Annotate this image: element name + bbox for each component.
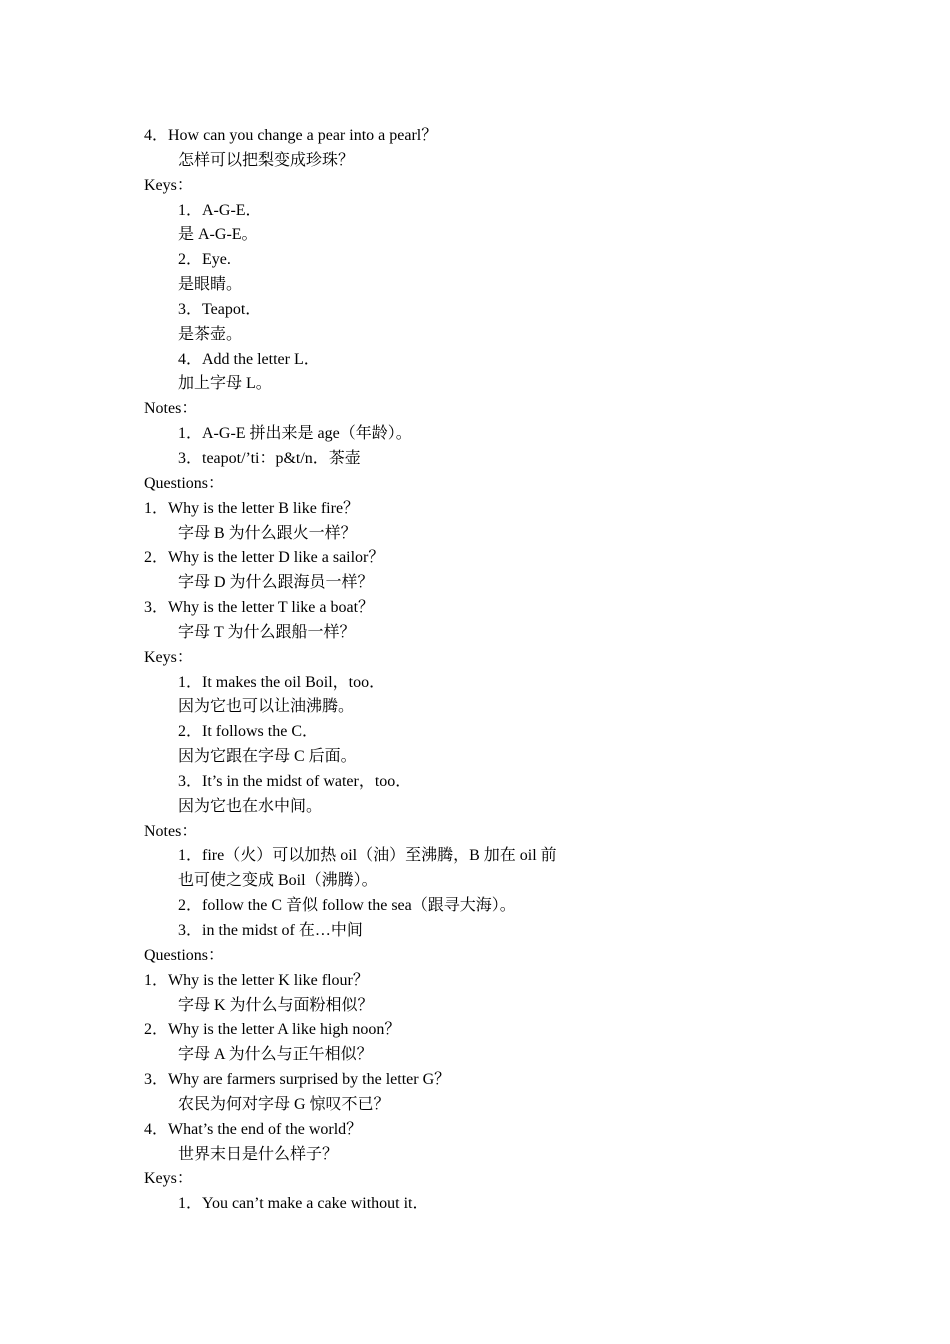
- text-line: 3．It’s in the midst of water，too．: [178, 772, 412, 790]
- text-line: 2．Why is the letter A like high noon？: [144, 1021, 401, 1039]
- text-line: Questions：: [144, 474, 225, 492]
- text-line: 1．Why is the letter K like flour？: [144, 971, 369, 989]
- text-line: 农民为何对字母 G 惊叹不已？: [178, 1095, 390, 1113]
- text-line: 4．What’s the end of the world？: [144, 1120, 363, 1138]
- text-line: 2．follow the C 音似 follow the sea（跟寻大海）。: [178, 897, 516, 915]
- text-line: 是茶壶。: [178, 325, 243, 343]
- text-line: 3．Why is the letter T like a boat？: [144, 599, 375, 617]
- text-line: Keys：: [144, 176, 193, 194]
- text-line: 是眼睛。: [178, 276, 243, 294]
- text-line: 4．Add the letter L．: [178, 350, 320, 368]
- text-line: 加上字母 L。: [178, 375, 272, 393]
- text-line: 1．A-G-E．: [178, 201, 262, 219]
- text-line: 1．Why is the letter B like fire？: [144, 499, 360, 517]
- text-line: 也可使之变成 Boil（沸腾）。: [178, 872, 378, 890]
- text-line: 2．Why is the letter D like a sailor？: [144, 549, 385, 567]
- text-line: 3．Teapot．: [178, 300, 262, 318]
- text-line: 3．teapot/’ti：p&t/n．茶壶: [178, 449, 361, 467]
- text-line: 2．Eye.: [178, 251, 231, 269]
- text-line: Notes：: [144, 822, 198, 840]
- text-line: 字母 A 为什么与正午相似？: [178, 1046, 373, 1064]
- text-line: 3．in the midst of 在…中间: [178, 922, 363, 939]
- text-line: 怎样可以把梨变成珍珠？: [178, 151, 355, 169]
- text-line: 2．It follows the C．: [178, 723, 318, 741]
- text-line: 是 A-G-E。: [178, 226, 258, 244]
- text-line: 世界末日是什么样子？: [178, 1145, 339, 1163]
- text-line: 字母 K 为什么与面粉相似？: [178, 996, 374, 1014]
- text-line: Keys：: [144, 1170, 193, 1188]
- text-line: 字母 B 为什么跟火一样？: [178, 524, 357, 542]
- text-line: 1．It makes the oil Boil，too．: [178, 673, 386, 691]
- text-line: 因为它也可以让油沸腾。: [178, 698, 355, 716]
- document-body: [144, 124, 804, 1217]
- text-line: Notes：: [144, 400, 198, 418]
- text-line: 字母 D 为什么跟海员一样？: [178, 574, 374, 592]
- text-line: 4．How can you change a pear into a pearl？: [144, 127, 438, 144]
- text-line: 字母 T 为什么跟船一样？: [178, 623, 356, 641]
- text-line: Keys：: [144, 648, 193, 666]
- text-line: Questions：: [144, 946, 225, 964]
- text-line: 3．Why are farmers surprised by the letter G？: [144, 1071, 451, 1089]
- text-line: 1．A-G-E 拼出来是 age（年龄）。: [178, 425, 412, 443]
- text-line: 因为它也在水中间。: [178, 797, 323, 815]
- text-line: 1．You can’t make a cake without it．: [178, 1195, 429, 1213]
- text-line: 因为它跟在字母 C 后面。: [178, 748, 357, 766]
- text-line: 1．fire（火）可以加热 oil（油）至沸腾，B 加在 oil 前: [178, 847, 557, 865]
